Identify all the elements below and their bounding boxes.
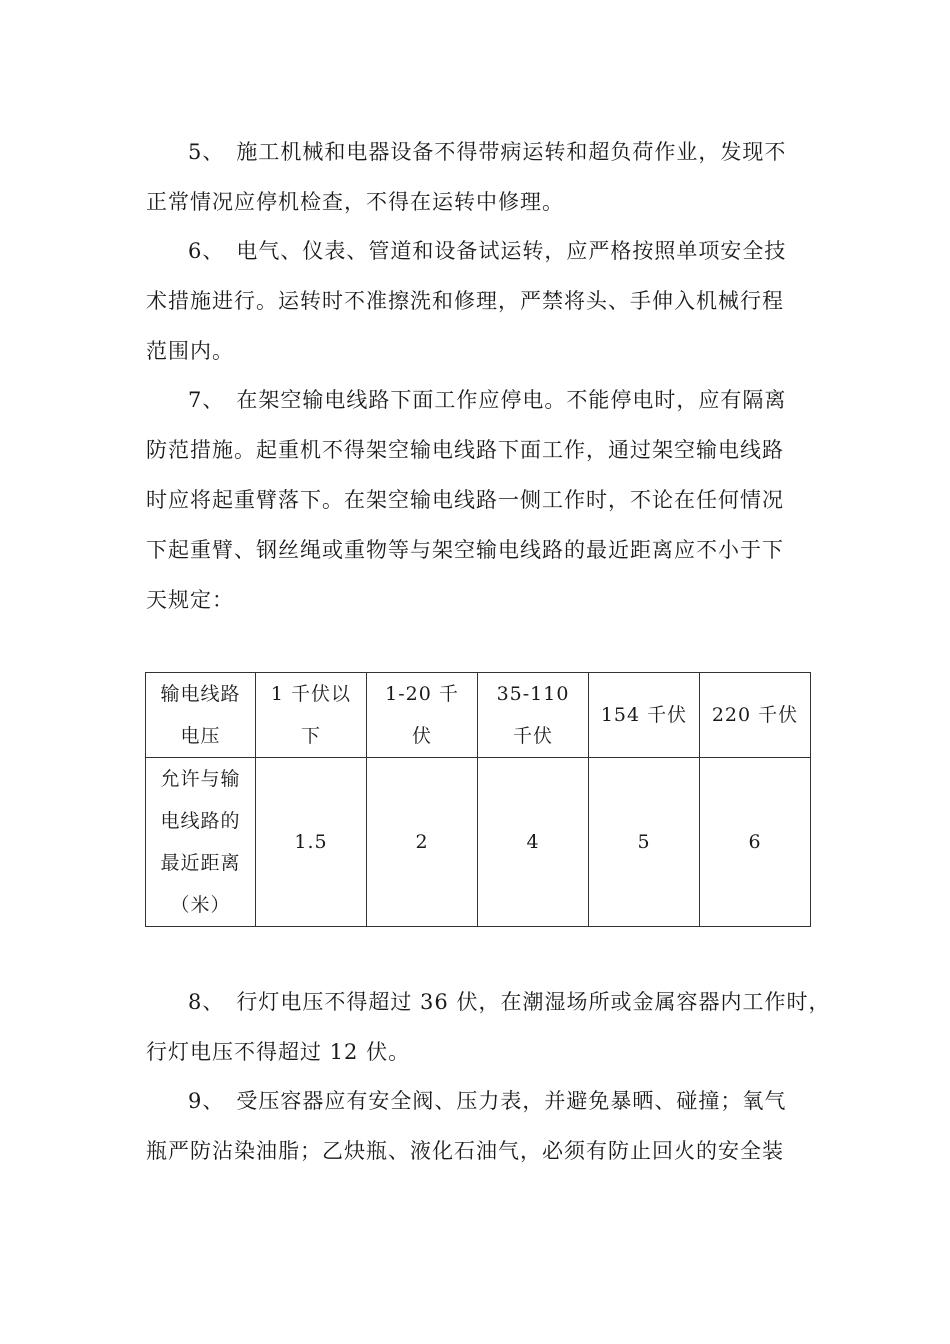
header-cell — [478, 673, 589, 758]
value-cell: 2 — [367, 758, 478, 927]
cell-text: 1 千伏以 — [270, 683, 352, 705]
cell-text: 电压 — [180, 725, 221, 747]
paragraph-line: 天规定： — [146, 588, 234, 612]
item-number: 5、 — [188, 140, 225, 164]
item-number: 7、 — [188, 388, 225, 412]
paragraph-line: 范围内。 — [146, 339, 234, 363]
cell-text: （米） — [170, 894, 231, 916]
table-header-row — [146, 673, 811, 758]
paragraph-line: 在架空输电线路下面工作应停电。不能停电时，应有隔离 — [236, 388, 787, 412]
value-cell: 4 — [478, 758, 589, 927]
paragraph-5 — [146, 127, 810, 227]
paragraph-line: 术措施进行。运转时不准擦洗和修理，严禁将头、手伸入机械行程 — [146, 289, 784, 313]
paragraph-8 — [146, 977, 831, 1077]
cell-text: 下 — [300, 725, 321, 747]
paragraph-7 — [146, 375, 810, 625]
item-number: 6、 — [188, 239, 225, 263]
value-cell: 1.5 — [256, 758, 367, 927]
cell-text: 输电线路 — [160, 683, 241, 705]
paragraph-line: 时应将起重臂落下。在架空输电线路一侧工作时，不论在任何情况 — [146, 488, 784, 512]
row-label-cell — [146, 758, 256, 927]
paragraph-line: 受压容器应有安全阀、压力表，并避免暴晒、碰撞；氧气 — [236, 1089, 787, 1113]
cell-text: 最近距离 — [160, 852, 241, 874]
paragraph-line: 下起重臂、钢丝绳或重物等与架空输电线路的最近距离应不小于下 — [146, 538, 784, 562]
paragraph-line: 行灯电压不得超过 12 伏。 — [146, 1040, 411, 1064]
paragraph-line: 防范措施。起重机不得架空输电线路下面工作，通过架空输电线路 — [146, 438, 784, 462]
voltage-distance-table — [145, 672, 811, 927]
header-cell: 154 千伏 — [589, 673, 700, 758]
header-label-cell — [146, 673, 256, 758]
paragraph-9 — [146, 1076, 810, 1176]
paragraph-line: 施工机械和电器设备不得带病运转和超负荷作业，发现不 — [236, 140, 787, 164]
table-row — [146, 758, 811, 927]
paragraph-line: 瓶严防沾染油脂；乙炔瓶、液化石油气，必须有防止回火的安全装 — [146, 1139, 784, 1163]
cell-text: 电线路的 — [160, 810, 241, 832]
cell-text: 1-20 千 — [385, 683, 459, 705]
paragraph-line: 正常情况应停机检查，不得在运转中修理。 — [146, 190, 564, 214]
paragraph-line: 行灯电压不得超过 36 伏，在潮湿场所或金属容器内工作时， — [236, 990, 831, 1014]
header-cell: 220 千伏 — [700, 673, 811, 758]
header-cell — [367, 673, 478, 758]
cell-text: 千伏 — [512, 725, 553, 747]
value-cell: 6 — [700, 758, 811, 927]
cell-text: 伏 — [411, 725, 432, 747]
header-cell — [256, 673, 367, 758]
value-cell: 5 — [589, 758, 700, 927]
item-number: 9、 — [188, 1089, 225, 1113]
cell-text: 35-110 — [496, 683, 570, 705]
paragraph-6 — [146, 226, 810, 376]
paragraph-line: 电气、仪表、管道和设备试运转，应严格按照单项安全技 — [236, 239, 787, 263]
item-number: 8、 — [188, 990, 225, 1014]
cell-text: 允许与输 — [160, 768, 241, 790]
